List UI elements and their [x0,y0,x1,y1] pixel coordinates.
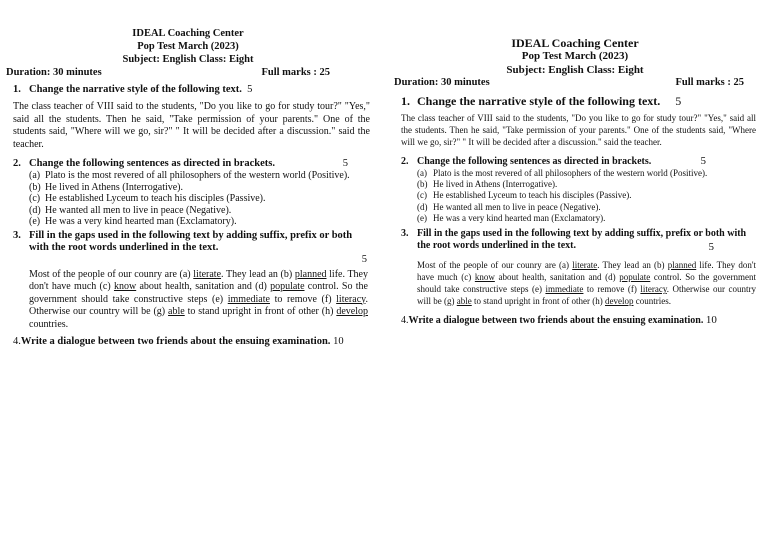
question-2-marks: 5 [342,158,348,169]
question-3-heading: 3. Fill in the gaps used in the following text by adding suffix, prefix or both with the root words underlined in the text. [6,230,370,254]
full-marks: Full marks : 25 [675,77,744,88]
question-4-title: Write a dialogue between two friends about the ensuing examination. [20,336,331,347]
root-word: immediate [227,293,270,305]
root-word: literacy [336,293,366,305]
root-word: able [456,295,472,306]
question-3-marks: 5 [361,253,367,265]
root-word: develop [336,306,368,317]
question-1-marks: 5 [675,94,682,108]
test-name: Pop Test March (2023) [521,50,629,62]
root-word: planned [294,268,327,280]
question-2-items [6,170,370,228]
question-3-marks: 5 [708,241,714,254]
question-4-marks: 10 [705,313,717,326]
root-word: able [168,306,185,317]
question-4-heading: 4. Write a dialogue between two friends about the ensuing examination. 10 [13,336,344,347]
list-item: (e) He was a very kind hearted man (Exclamatory). [417,213,606,224]
question-1-heading: 1. Change the narrative style of the following text. 5 [401,94,682,108]
list-item: (a) Plato is the most revered of all philosophers of the western world (Positive). [417,167,708,178]
root-word: literacy [640,283,667,294]
question-2-heading: 2. Change the following sentences as directed in brackets. 5 [401,155,706,168]
question-3-title: Fill in the gaps used in the following text by adding suffix, prefix or both with the root words underlined in the text. [29,229,353,253]
test-name: Pop Test March (2023) [137,41,239,52]
question-2-title: Change the following sentences as directed in brackets. [29,158,275,169]
list-item: (c) He established Lyceum to teach his disciples (Passive). [29,193,266,204]
question-1-heading: 1. Change the narrative style of the following text. 5 [13,84,253,95]
question-2-heading: 2. Change the following sentences as directed in brackets. 5 [13,158,348,169]
subject-class: Subject: English Class: Eight [506,63,644,76]
root-word: know [113,281,137,292]
list-item: (a) Plato is the most revered of all philosophers of the western world (Positive). [29,170,350,181]
question-3-title: Fill in the gaps used in the following text by adding suffix, prefix or both with the root words underlined in the text. [417,228,747,251]
duration-row [394,77,756,89]
question-paper-left [6,0,370,348]
question-2-title: Change the following sentences as directed in brackets. [417,156,652,168]
question-4-title: Write a dialogue between two friends about the ensuing examination. [408,314,704,326]
subject-class: Subject: English Class: Eight [122,54,254,65]
question-3-text: Most of the people of our counry are (a) literate. They lead an (b) planned life. They don't have much (c) know about health, sanitation and (d) populate control. So the government should take constructive steps (e) immediate to remove (f) literacy. Otherwise our country will be (g) able to stand upright in front of other (h) develop countries. [29,268,368,330]
root-word: populate [270,281,305,292]
list-item: (d) He wanted all men to live in peace (Negative). [417,201,601,212]
full-marks: Full marks : 25 [261,67,330,78]
question-1-title: Change the narrative style of the following text. [29,84,242,95]
center-name: IDEAL Coaching Center [132,28,244,39]
duration-row [6,66,370,79]
question-2-marks: 5 [700,155,706,168]
center-name: IDEAL Coaching Center [511,36,639,50]
question-3-text: Most of the people of our counry are (a) literate. They lead an (b) planned life. They don't have much (c) know about health, sanitation and (d) populate control. So the government should take constructive steps (e) immediate to remove (f) literacy. Otherwise our country will be (g) able to stand upright in front of other (h) develop countries. [417,260,757,306]
duration: Duration: 30 minutes [6,67,102,78]
root-word: planned [667,260,697,271]
list-item: (b) He lived in Athens (Interrogative). [417,179,558,190]
list-item: (e) He was a very kind hearted man (Exclamatory). [29,216,237,227]
question-2-items [394,168,756,224]
root-word: literate [193,268,222,280]
question-1-title: Change the narrative style of the following text. [417,94,661,108]
root-word: know [474,272,495,283]
question-3-heading: 3. Fill in the gaps used in the following text by adding suffix, prefix or both with the root words underlined in the text. [394,228,756,251]
root-word: literate [572,260,598,271]
root-word: develop [604,295,634,306]
question-1-text: The class teacher of VIII said to the students, "Do you like to go for study tour?" "Yes," said all the students. Then he said, "Take permission of your parents." One of the students said, "Where will we go, sir?" " It will be decided after a discussion." said the teacher. [401,113,756,147]
question-paper-right [394,0,756,326]
list-item: (d) He wanted all men to live in peace (Negative). [29,204,232,216]
duration: Duration: 30 minutes [394,77,490,88]
question-1-marks: 5 [247,84,253,95]
list-item: (c) He established Lyceum to teach his disciples (Passive). [417,190,632,201]
root-word: populate [619,272,651,283]
list-item: (b) He lived in Athens (Interrogative). [29,181,184,193]
question-4-marks: 10 [333,336,344,347]
question-1-text: The class teacher of VIII said to the students, "Do you like to go for study tour?" "Yes," said all the students. Then he said, "Take permission of your parents." One of the students said, "Where will we go, sir?" " It will be decided after a discussion." said the teacher. [13,101,370,150]
root-word: immediate [545,283,584,294]
question-4-heading: 4. Write a dialogue between two friends about the ensuing examination. 10 [401,313,717,326]
